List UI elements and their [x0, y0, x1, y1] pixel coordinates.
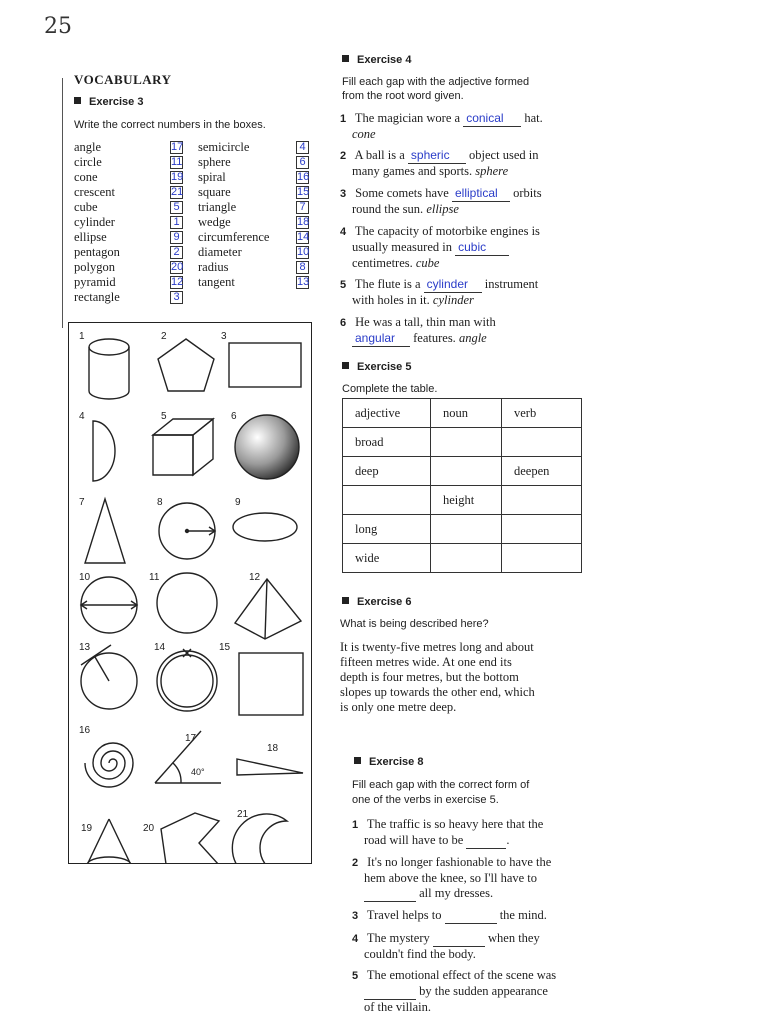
item-text: The flute is a	[354, 277, 421, 291]
blank-field[interactable]	[364, 886, 416, 902]
exercise6-title-text: Exercise 6	[357, 596, 412, 608]
diameter-shape	[81, 577, 137, 633]
shapes-panel	[68, 322, 312, 864]
exercise8-instruction-line1: Fill each gap with the correct form of	[352, 779, 530, 791]
answer-field[interactable]: cubic	[455, 240, 509, 256]
exercise8-item-5	[352, 968, 752, 1015]
shape-number: 11	[149, 572, 160, 583]
shape-number: 5	[161, 411, 167, 422]
answer-box[interactable]: 14	[297, 231, 310, 243]
answer-box[interactable]: 6	[296, 156, 309, 169]
description-line: is only one metre deep.	[340, 700, 457, 714]
shapes-svg	[69, 323, 311, 863]
exercise5-title	[342, 361, 411, 373]
exercise6-instruction: What is being described here?	[340, 618, 489, 630]
blank-field[interactable]	[466, 833, 506, 849]
crescent-shape	[232, 814, 287, 863]
answer-field[interactable]: cylinder	[424, 277, 482, 293]
vocab-word: pyramid	[74, 275, 116, 289]
table-cell[interactable]	[431, 457, 502, 486]
answer-box[interactable]: 3	[170, 291, 183, 304]
table-cell[interactable]: wide	[343, 544, 431, 573]
margin-rule	[62, 78, 63, 328]
item-text: The magician wore a	[354, 111, 461, 125]
exercise3-title	[74, 96, 143, 108]
answer-box[interactable]: 11	[171, 156, 183, 168]
exercise5-title-text: Exercise 5	[357, 361, 412, 373]
exercise4-item-2	[340, 148, 750, 179]
vocab-word: wedge	[198, 215, 231, 229]
shape-number: 13	[79, 642, 91, 653]
vocab-word: semicircle	[198, 140, 250, 154]
item-text: It's no longer fashionable to have the	[367, 855, 552, 869]
table-row	[343, 544, 582, 573]
table-cell[interactable]	[431, 544, 502, 573]
shape-number: 19	[81, 823, 93, 834]
vocabulary-heading: VOCABULARY	[74, 72, 172, 87]
shape-number: 4	[79, 411, 85, 422]
item-text: all my dresses.	[419, 886, 494, 900]
shape-number: 18	[267, 743, 279, 754]
rectangle-shape	[229, 343, 301, 387]
shape-number: 14	[154, 642, 166, 653]
shape-number: 16	[79, 725, 91, 736]
item-number: 1	[352, 819, 359, 831]
item-text: instrument	[484, 277, 539, 291]
table-cell[interactable]	[502, 428, 582, 457]
item-text: many games and sports.	[352, 164, 473, 178]
table-cell[interactable]	[502, 486, 582, 515]
item-text: centimetres.	[352, 256, 413, 270]
table-row	[343, 486, 582, 515]
root-word: cylinder	[432, 293, 474, 307]
cylinder-shape	[89, 339, 129, 399]
shape-number: 8	[157, 497, 163, 508]
item-text: Travel helps to	[366, 908, 442, 922]
item-text: .	[506, 833, 510, 847]
item-text: object used in	[469, 148, 539, 162]
item-text: of the villain.	[364, 1000, 431, 1014]
exercise8-item-4	[352, 931, 752, 962]
circle-shape	[157, 573, 217, 633]
item-text: The mystery	[366, 931, 430, 945]
answer-box[interactable]: 9	[170, 231, 183, 244]
exercise8-item-3	[352, 908, 752, 924]
exercise3-title-text: Exercise 3	[89, 96, 144, 108]
exercise4-title	[342, 54, 411, 66]
item-number: 5	[340, 279, 347, 291]
item-text: when they	[488, 931, 540, 945]
table-cell[interactable]	[431, 515, 502, 544]
vocab-word: cylinder	[74, 215, 115, 229]
root-word: angle	[458, 331, 487, 345]
item-text: road will have to be	[364, 833, 464, 847]
table-cell[interactable]	[502, 515, 582, 544]
blank-field[interactable]	[364, 984, 416, 1000]
vocab-word: cone	[74, 170, 98, 184]
item-text: features.	[413, 331, 456, 345]
vocab-word: radius	[198, 260, 229, 274]
pyramid-shape	[235, 579, 301, 639]
word-forms-table	[342, 398, 582, 573]
item-number: 1	[340, 113, 347, 125]
pentagon-shape	[158, 339, 214, 391]
vocab-word: pentagon	[74, 245, 120, 259]
answer-box[interactable]: 19	[171, 171, 184, 183]
vocab-word: triangle	[198, 200, 237, 214]
answer-box[interactable]: 15	[297, 186, 310, 198]
vocab-word: rectangle	[74, 290, 120, 304]
vocab-word: circumference	[198, 230, 270, 244]
root-word: cube	[415, 256, 440, 270]
polygon-shape	[161, 813, 219, 863]
corner-page-mark: 25	[44, 14, 72, 39]
vocab-word: diameter	[198, 245, 242, 259]
exercise8-title-text: Exercise 8	[369, 756, 424, 768]
table-cell[interactable]: long	[343, 515, 431, 544]
vocab-word: square	[198, 185, 231, 199]
answer-box[interactable]: 12	[171, 276, 184, 288]
item-text: He was a tall, thin man with	[355, 315, 496, 329]
exercise3-instruction: Write the correct numbers in the boxes.	[74, 119, 266, 131]
blank-field[interactable]	[433, 931, 485, 947]
item-text: by the sudden appearance	[419, 984, 548, 998]
answer-box[interactable]: 2	[170, 246, 183, 259]
description-line: It is twenty-five metres long and about	[340, 640, 534, 654]
answer-box[interactable]: 16	[297, 171, 310, 183]
vocab-word: ellipse	[74, 230, 107, 244]
exercise4-item-5	[340, 277, 750, 308]
vocab-word: angle	[74, 140, 102, 154]
table-cell[interactable]: deep	[343, 457, 431, 486]
table-cell[interactable]: deepen	[502, 457, 582, 486]
vocab-word: circle	[74, 155, 102, 169]
table-row	[343, 515, 582, 544]
vocab-words-right	[198, 140, 269, 290]
exercise4-item-6	[340, 315, 750, 347]
exercise8-instruction-line2: one of the verbs in exercise 5.	[352, 794, 499, 806]
exercise4-title-text: Exercise 4	[357, 54, 412, 66]
answer-box[interactable]: 10	[297, 246, 310, 258]
answer-box[interactable]: 21	[171, 186, 184, 198]
column-header: verb	[502, 399, 582, 428]
shape-number: 20	[143, 823, 155, 834]
exercise4-item-4	[340, 224, 750, 271]
exercise4-item-3	[340, 186, 750, 217]
answer-field[interactable]: elliptical	[452, 186, 510, 202]
exercise8-item-2	[352, 855, 752, 902]
table-row	[343, 457, 582, 486]
item-number: 4	[340, 226, 347, 238]
triangle-shape	[85, 499, 125, 563]
angle-label: 40°	[191, 767, 205, 777]
vocab-word: crescent	[74, 185, 115, 199]
answer-box[interactable]: 13	[297, 276, 310, 288]
exercise4-item-1	[340, 111, 750, 142]
answer-box[interactable]: 17	[171, 141, 184, 153]
item-text: Some comets have	[355, 186, 449, 200]
description-line: depth is four metres, but the bottom	[340, 670, 519, 684]
item-text: The capacity of motorbike engines is	[354, 224, 540, 238]
spiral-shape	[85, 743, 133, 787]
table-header-row	[343, 399, 582, 428]
answer-box[interactable]: 1	[170, 216, 183, 229]
shape-number: 15	[219, 642, 231, 653]
vocab-word: spiral	[198, 170, 226, 184]
table-row	[343, 428, 582, 457]
shape-number: 9	[235, 497, 241, 508]
answer-field[interactable]: spheric	[408, 148, 466, 164]
item-text: with holes in it.	[352, 293, 430, 307]
item-number: 3	[352, 910, 359, 922]
answer-field[interactable]: angular	[352, 331, 410, 347]
shape-number: 2	[161, 331, 167, 342]
table-cell[interactable]	[343, 486, 431, 515]
shape-number: 1	[79, 331, 85, 342]
item-text: The traffic is so heavy here that the	[366, 817, 544, 831]
semicircle-shape	[93, 421, 115, 481]
exercise8-title	[354, 756, 423, 768]
cone-shape	[87, 819, 131, 863]
exercise4-instruction-line1: Fill each gap with the adjective formed	[342, 76, 530, 88]
shape-number: 6	[231, 411, 237, 422]
shape-number: 7	[79, 497, 85, 508]
vocab-word: sphere	[198, 155, 231, 169]
item-number: 5	[352, 970, 359, 982]
cube-shape	[153, 419, 213, 475]
item-text: orbits	[513, 186, 542, 200]
root-word: sphere	[475, 164, 509, 178]
shape-number: 3	[221, 331, 227, 342]
vocab-words-left	[74, 140, 120, 305]
exercise4-instruction-line2: from the root word given.	[342, 90, 464, 102]
wedge-shape	[237, 759, 303, 775]
answer-field[interactable]: conical	[463, 111, 521, 127]
item-text: hem above the knee, so I'll have to	[364, 871, 538, 885]
shape-number: 12	[249, 572, 261, 583]
item-text: round the sun.	[352, 202, 424, 216]
exercise6-title	[342, 596, 411, 608]
shape-number: 21	[237, 809, 249, 820]
item-number: 6	[340, 317, 347, 329]
item-text: the mind.	[499, 908, 547, 922]
table-cell[interactable]	[502, 544, 582, 573]
item-number: 3	[340, 188, 347, 200]
item-number: 2	[352, 857, 359, 869]
item-text: couldn't find the body.	[364, 947, 476, 961]
item-text: The emotional effect of the scene was	[366, 968, 557, 982]
circumference-shape	[157, 649, 217, 711]
ellipse-shape	[233, 513, 297, 541]
column-header: noun	[431, 399, 502, 428]
item-number: 2	[340, 150, 347, 162]
square-shape	[239, 653, 303, 715]
answer-box[interactable]: 7	[296, 201, 309, 214]
answer-box[interactable]: 4	[296, 141, 309, 154]
answer-box[interactable]: 5	[170, 201, 183, 214]
item-text: usually measured in	[352, 240, 452, 254]
item-text: hat.	[524, 111, 543, 125]
answer-box[interactable]: 8	[296, 261, 309, 274]
item-number: 4	[352, 933, 359, 945]
exercise6-description	[340, 640, 760, 715]
sphere-shape	[235, 415, 299, 479]
vocab-word: cube	[74, 200, 98, 214]
description-line: fifteen metres wide. At one end its	[340, 655, 512, 669]
shape-number: 17	[185, 733, 197, 744]
tangent-shape	[81, 645, 137, 709]
answer-box[interactable]: 18	[297, 216, 310, 228]
column-header: adjective	[343, 399, 431, 428]
exercise8-item-1	[352, 817, 752, 849]
vocab-word: tangent	[198, 275, 235, 289]
description-line: slopes up towards the other end, which	[340, 685, 535, 699]
radius-shape	[159, 503, 215, 559]
blank-field[interactable]	[445, 908, 497, 924]
root-word: cone	[352, 127, 376, 141]
exercise5-instruction: Complete the table.	[342, 383, 438, 395]
shape-number: 10	[79, 572, 91, 583]
item-text: A ball is a	[354, 148, 405, 162]
table-cell[interactable]	[431, 428, 502, 457]
root-word: ellipse	[426, 202, 459, 216]
table-cell[interactable]: broad	[343, 428, 431, 457]
answer-box[interactable]: 20	[171, 261, 184, 273]
table-cell[interactable]: height	[431, 486, 502, 515]
vocab-word: polygon	[74, 260, 115, 274]
